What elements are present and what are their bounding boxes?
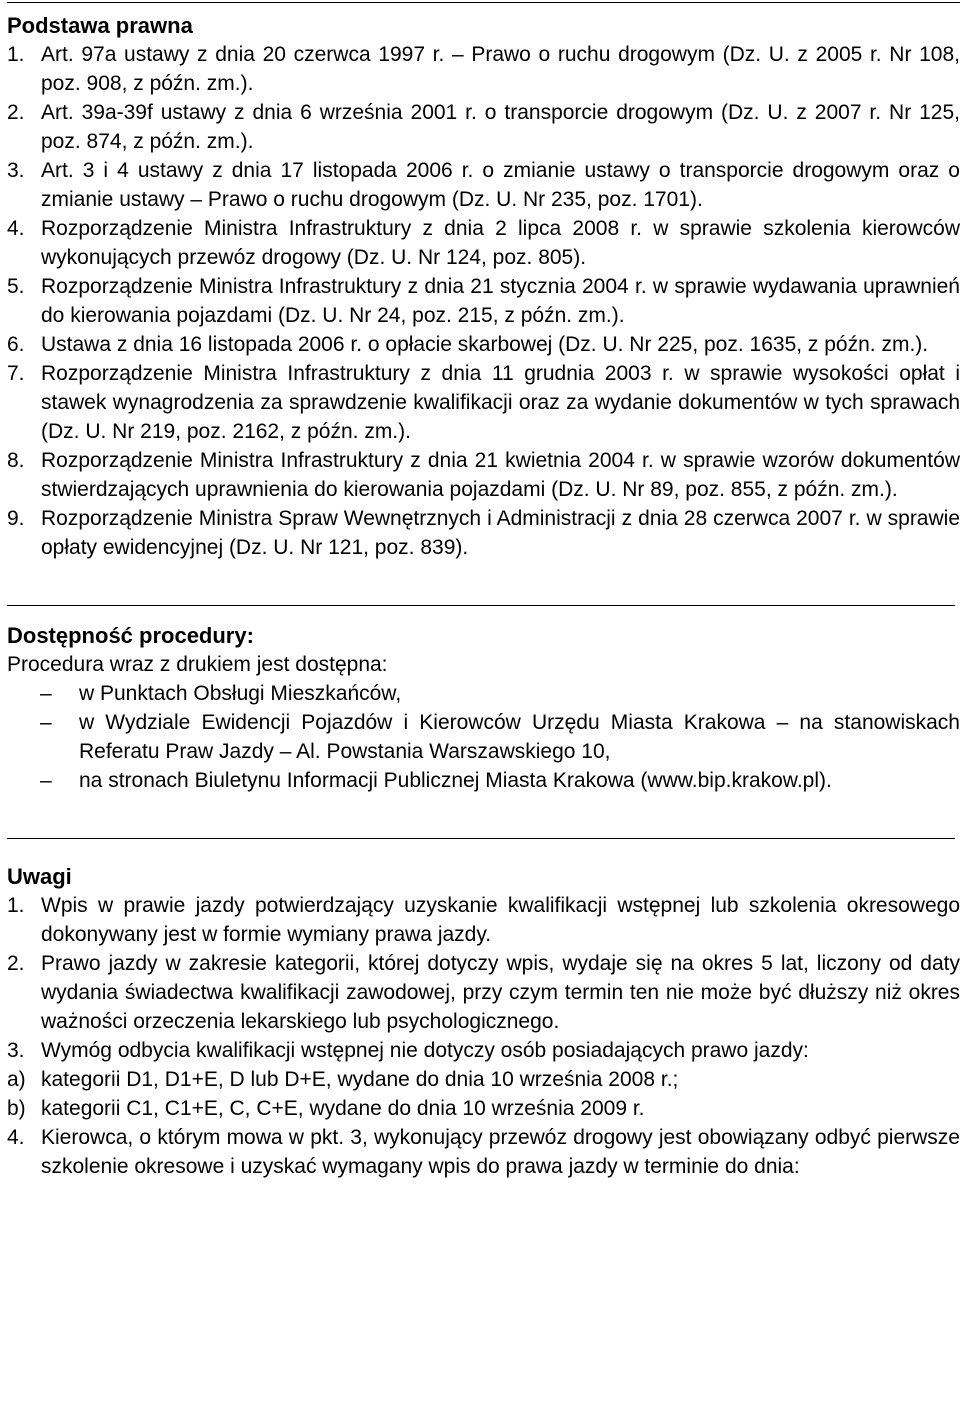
item-text: Prawo jazdy w zakresie kategorii, której dotyczy wpis, wydaje się na okres 5 lat, liczony od daty wydania świadectwa kwalifikacji zawodowej, przy czym termin ten nie może być dłuższy niż okres ważności orzeczenia lekarskiego lub psychologicznego.: [41, 952, 960, 1033]
item-text: Rozporządzenie Ministra Infrastruktury z dnia 21 stycznia 2004 r. w sprawie wydawania uprawnień do kierowania pojazdami (Dz. U. Nr 24, poz. 215, z późn. zm.).: [41, 275, 960, 327]
item-number: 4.: [7, 1126, 25, 1149]
item-number: 3.: [7, 1039, 25, 1062]
item-text: w Punktach Obsługi Mieszkańców,: [79, 682, 402, 705]
item-text: Rozporządzenie Ministra Infrastruktury z dnia 2 lipca 2008 r. w sprawie szkolenia kierowców wykonujących przewóz drogowy (Dz. U. Nr 124, poz. 805).: [41, 217, 960, 269]
legal-basis-item: [7, 359, 960, 446]
legal-basis-item: [7, 330, 960, 359]
item-text: Art. 39a-39f ustawy z dnia 6 września 2001 r. o transporcie drogowym (Dz. U. z 2007 r. Nr 125, poz. 874, z późn. zm.).: [41, 101, 960, 153]
subitem-text: kategorii D1, D1+E, D lub D+E, wydane do dnia 10 września 2008 r.;: [41, 1068, 679, 1091]
dash-bullet: –: [40, 711, 52, 734]
dash-bullet: –: [40, 682, 52, 705]
item-number: 8.: [7, 449, 25, 472]
remark-item: [7, 891, 960, 949]
section-divider: [7, 838, 955, 839]
availability-item: [7, 708, 960, 766]
item-number: 5.: [7, 275, 25, 298]
item-number: 6.: [7, 333, 25, 356]
legal-basis-item: [7, 98, 960, 156]
item-number: 9.: [7, 507, 25, 530]
item-number: 2.: [7, 952, 25, 975]
legal-basis-item: [7, 504, 960, 562]
legal-basis-section: [7, 11, 960, 562]
availability-section: [7, 621, 960, 795]
subitem-label: a): [7, 1068, 26, 1091]
item-text: Art. 3 i 4 ustawy z dnia 17 listopada 2006 r. o zmianie ustawy o transporcie drogowym oraz o zmianie ustawy – Prawo o ruchu drogowym (Dz. U. Nr 235, poz. 1701).: [41, 159, 960, 211]
item-number: 3.: [7, 159, 25, 182]
legal-basis-heading: Podstawa prawna: [7, 13, 193, 38]
remark-item: [7, 949, 960, 1036]
legal-basis-item: [7, 446, 960, 504]
availability-list: [7, 679, 960, 795]
availability-intro: Procedura wraz z drukiem jest dostępna:: [7, 653, 388, 676]
subitem-label: b): [7, 1097, 26, 1120]
item-text: Wymóg odbycia kwalifikacji wstępnej nie dotyczy osób posiadających prawo jazdy:: [41, 1039, 809, 1062]
item-number: 1.: [7, 43, 25, 66]
remarks-section: [7, 862, 960, 1181]
availability-heading: Dostępność procedury:: [7, 623, 254, 648]
item-number: 4.: [7, 217, 25, 240]
item-text: Rozporządzenie Ministra Infrastruktury z dnia 11 grudnia 2003 r. w sprawie wysokości opłat i stawek wynagrodzenia za sprawdzenie kwalifikacji oraz za wydanie dokumentów w tych sprawach (Dz. U. Nr 219, poz. 2162, z późn. zm.).: [41, 362, 960, 443]
remarks-list: [7, 891, 960, 1181]
item-text: Ustawa z dnia 16 listopada 2006 r. o opłacie skarbowej (Dz. U. Nr 225, poz. 1635, z późn. zm.).: [41, 333, 929, 356]
item-text: w Wydziale Ewidencji Pojazdów i Kierowców Urzędu Miasta Krakowa – na stanowiskach Referatu Praw Jazdy – Al. Powstania Warszawskiego 10,: [79, 711, 960, 763]
item-text: Rozporządzenie Ministra Spraw Wewnętrznych i Administracji z dnia 28 czerwca 2007 r. w sprawie opłaty ewidencyjnej (Dz. U. Nr 121, poz. 839).: [41, 507, 960, 559]
item-number: 2.: [7, 101, 25, 124]
document-page: [7, 0, 960, 1418]
legal-basis-item: [7, 40, 960, 98]
remark-subitem: [7, 1094, 960, 1123]
remark-item: [7, 1036, 960, 1123]
legal-basis-item: [7, 214, 960, 272]
item-text: Art. 97a ustawy z dnia 20 czerwca 1997 r. – Prawo o ruchu drogowym (Dz. U. z 2005 r. Nr 108, poz. 908, z późn. zm.).: [41, 43, 960, 95]
legal-basis-item: [7, 156, 960, 214]
legal-basis-list: [7, 40, 960, 562]
legal-basis-item: [7, 272, 960, 330]
availability-item: [7, 766, 960, 795]
remark-subitem: [7, 1065, 960, 1094]
item-text: Kierowca, o którym mowa w pkt. 3, wykonujący przewóz drogowy jest obowiązany odbyć pierwsze szkolenie okresowe i uzyskać wymagany wpis do prawa jazdy w terminie do dnia:: [41, 1126, 960, 1178]
item-number: 7.: [7, 362, 25, 385]
item-text: Rozporządzenie Ministra Infrastruktury z dnia 21 kwietnia 2004 r. w sprawie wzorów dokumentów stwierdzających uprawnienia do kierowania pojazdami (Dz. U. Nr 89, poz. 855, z późn. zm.).: [41, 449, 960, 501]
remark-item: [7, 1123, 960, 1181]
top-divider: [7, 2, 960, 3]
item-text: na stronach Biuletynu Informacji Publicznej Miasta Krakowa (www.bip.krakow.pl).: [79, 769, 832, 792]
item-text: Wpis w prawie jazdy potwierdzający uzyskanie kwalifikacji wstępnej lub szkolenia okresowego dokonywany jest w formie wymiany prawa jazdy.: [41, 894, 960, 946]
item-number: 1.: [7, 894, 25, 917]
availability-item: [7, 679, 960, 708]
remarks-heading: Uwagi: [7, 864, 72, 889]
subitem-text: kategorii C1, C1+E, C, C+E, wydane do dnia 10 września 2009 r.: [41, 1097, 645, 1120]
dash-bullet: –: [40, 769, 52, 792]
section-divider: [7, 605, 955, 606]
